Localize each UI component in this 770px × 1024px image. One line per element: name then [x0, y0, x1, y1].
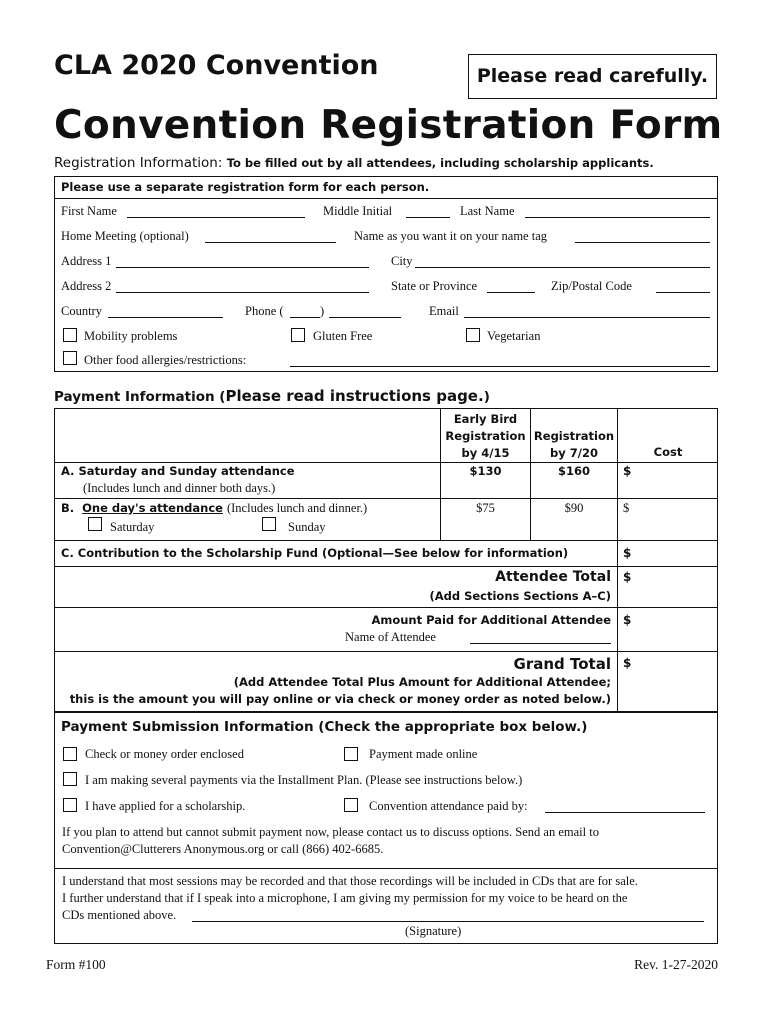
middle-initial-label: Middle Initial	[323, 204, 393, 218]
scholarship-label: I have applied for a scholarship.	[85, 799, 246, 813]
registration-heading: Registration Information: To be filled out by all attendees, including scholarship applicants.	[54, 155, 654, 171]
form-number: Form #100	[46, 957, 106, 972]
phone-close-paren: )	[320, 304, 325, 318]
vegetarian-checkbox[interactable]	[466, 328, 480, 342]
address2-label: Address 2	[61, 279, 112, 293]
scholarship-checkbox[interactable]	[63, 798, 77, 812]
additional-attendee-label: Amount Paid for Additional Attendee	[371, 613, 611, 627]
signature-label: (Signature)	[405, 924, 462, 938]
allergies-checkbox[interactable]	[63, 351, 77, 365]
address1-field[interactable]	[116, 267, 369, 268]
consent-line-3: CDs mentioned above.	[62, 908, 177, 922]
email-label: Email	[429, 304, 459, 318]
allergies-field[interactable]	[290, 366, 710, 367]
last-name-field[interactable]	[525, 217, 710, 218]
last-name-label: Last Name	[460, 204, 515, 218]
row-a-early-price: $130	[469, 464, 502, 478]
name-of-attendee-field[interactable]	[470, 643, 611, 644]
paid-by-field[interactable]	[545, 812, 705, 813]
registration-header: Registration by 7/20	[533, 429, 615, 460]
convention-title: CLA 2020 Convention	[54, 50, 379, 81]
signature-field[interactable]	[192, 921, 704, 922]
address2-field[interactable]	[116, 292, 369, 293]
address1-label: Address 1	[61, 254, 112, 268]
contact-line-1: If you plan to attend but cannot submit payment now, please contact us to discuss options. Send an email to	[62, 825, 599, 839]
saturday-checkbox[interactable]	[88, 517, 102, 531]
early-bird-header: Early Bird Registration by 4/15	[445, 412, 526, 460]
city-label: City	[391, 254, 413, 268]
state-label: State or Province	[391, 279, 478, 293]
first-name-field[interactable]	[127, 217, 305, 218]
consent-line-1: I understand that most sessions may be recorded and that those recordings will be included in CDs that are for sale.	[62, 874, 638, 888]
mobility-label: Mobility problems	[84, 329, 178, 343]
row-b-reg-price: $90	[564, 501, 584, 515]
payment-online-label: Payment made online	[369, 747, 478, 761]
row-c-cost-field[interactable]: $	[623, 546, 632, 560]
additional-attendee-field[interactable]: $	[623, 613, 632, 627]
grand-total-field[interactable]: $	[623, 656, 632, 670]
row-a-subtitle: (Includes lunch and dinner both days.)	[83, 481, 276, 495]
attendee-total-sublabel: (Add Sections Sections A–C)	[429, 589, 611, 603]
row-a-title: A. Saturday and Sunday attendance	[61, 464, 295, 478]
contact-line-2: Convention@Clutterers Anonymous.org or call (866) 402-6685.	[62, 842, 384, 856]
row-c-title: C. Contribution to the Scholarship Fund (Optional—See below for information)	[61, 546, 569, 560]
submission-heading: Payment Submission Information (Check the appropriate box below.)	[61, 719, 588, 735]
city-field[interactable]	[415, 267, 710, 268]
attendee-total-label: Attendee Total	[495, 569, 611, 585]
saturday-label: Saturday	[110, 520, 155, 534]
grand-total-sublabel-1: (Add Attendee Total Plus Amount for Additional Attendee;	[233, 675, 611, 689]
row-b-title: B. One day's attendance (Includes lunch and dinner.)	[61, 501, 368, 515]
payment-heading: Payment Information (Please read instructions page.)	[54, 387, 490, 405]
name-tag-field[interactable]	[575, 242, 710, 243]
gluten-free-checkbox[interactable]	[291, 328, 305, 342]
phone-label: Phone (	[245, 304, 284, 318]
home-meeting-label: Home Meeting (optional)	[61, 229, 189, 243]
home-meeting-field[interactable]	[205, 242, 336, 243]
installment-label: I am making several payments via the Installment Plan. (Please see instructions below.)	[85, 773, 523, 787]
middle-initial-field[interactable]	[406, 217, 450, 218]
row-a-cost-field[interactable]: $	[623, 464, 632, 478]
page-title: Convention Registration Form	[54, 103, 723, 148]
phone-number-field[interactable]	[329, 317, 401, 318]
zip-field[interactable]	[656, 292, 710, 293]
first-name-label: First Name	[61, 204, 117, 218]
consent-line-2: I further understand that if I speak into a microphone, I am giving my permission for my voice to be heard on the	[62, 891, 628, 905]
state-field[interactable]	[487, 292, 535, 293]
row-b-cost-field[interactable]: $	[623, 501, 630, 515]
phone-area-code-field[interactable]	[290, 317, 320, 318]
grand-total-label: Grand Total	[513, 655, 611, 673]
paid-by-checkbox[interactable]	[344, 798, 358, 812]
cost-header: Cost	[653, 445, 683, 459]
name-tag-label: Name as you want it on your name tag	[354, 229, 548, 243]
name-of-attendee-label: Name of Attendee	[345, 630, 436, 644]
installment-checkbox[interactable]	[63, 772, 77, 786]
read-carefully-notice: Please read carefully.	[468, 54, 717, 99]
sunday-label: Sunday	[288, 520, 326, 534]
country-field[interactable]	[108, 317, 223, 318]
row-b-early-price: $75	[476, 501, 495, 515]
revision-date: Rev. 1-27-2020	[634, 957, 718, 972]
vegetarian-label: Vegetarian	[487, 329, 541, 343]
mobility-checkbox[interactable]	[63, 328, 77, 342]
check-money-order-label: Check or money order enclosed	[85, 747, 244, 761]
sunday-checkbox[interactable]	[262, 517, 276, 531]
allergies-label: Other food allergies/restrictions:	[84, 353, 247, 367]
gluten-free-label: Gluten Free	[313, 329, 373, 343]
separate-form-note: Please use a separate registration form for each person.	[61, 180, 430, 194]
country-label: Country	[61, 304, 102, 318]
grand-total-sublabel-2: this is the amount you will pay online or via check or money order as noted below.)	[69, 692, 611, 706]
paid-by-label: Convention attendance paid by:	[369, 799, 528, 813]
attendee-total-field[interactable]: $	[623, 570, 632, 584]
zip-label: Zip/Postal Code	[551, 279, 632, 293]
email-field[interactable]	[464, 317, 710, 318]
check-money-order-checkbox[interactable]	[63, 747, 77, 761]
row-a-reg-price: $160	[557, 464, 590, 478]
payment-online-checkbox[interactable]	[344, 747, 358, 761]
